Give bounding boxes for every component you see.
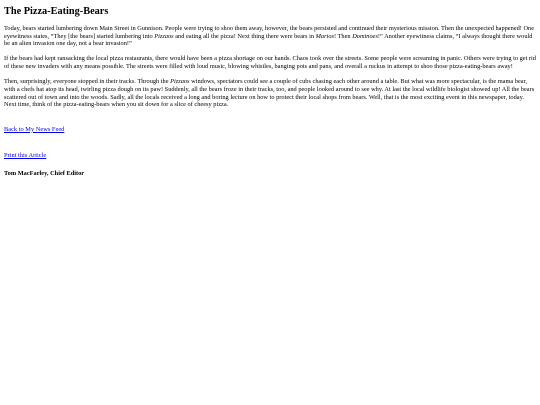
italic-name: Pizzaos (154, 32, 174, 40)
italic-name: Dominoes (352, 32, 378, 40)
paragraph-text: and eating all the pizza! Next thing there were bears in (173, 32, 316, 40)
paragraph-text: Today, bears started lumbering down Main Street in Gunnison. People were trying to shoo them away, however, the bears persisted and continued their mysterious mission. Then the unexpected happened! One eyewitness states, “They [the bears] started lumbering into (4, 24, 535, 40)
italic-name: Marios (315, 32, 334, 40)
paragraph-text: windows, spectators could see a couple of cubs chasing each other around a table. But what was more spectacular, is the mama bear, with a chefs hat atop its head, twirling pizza dough on its paw! Suddenly, all the bears froze in their tracks, too, and people looked around to see why. At last the local wildlife biologist showed up! All the bears scattered out of town and into the woods. Sadly, all the locals received a long and boring lecture on how to protect their local shops from bears. Well, that is the most exciting event in this newspaper, today. Next time, think of the pizza-eating-bears when you sit down for a slice of cheesy pizza. (4, 78, 535, 109)
paragraph-text: !” Another eyewitness claims, “I always thought there would be an alien invasion one day, not a bear invasion!” (4, 32, 533, 48)
article-body (4, 25, 536, 109)
article-title: The Pizza-Eating-Bears (4, 6, 109, 17)
paragraph-text: If the bears had kept ransacking the local pizza restaurants, there would have been a pizza shortage on our hands. Chaos took over the streets. Some people were screaming in panic. Others were trying to get rid of these new invaders with any means possible. The streets were filled with loud music, blowing whistles, banging pots and pans, and overall a ruckus in attempt to shoo those pizza-eating-bears away! (4, 55, 536, 71)
back-link-row (4, 117, 536, 136)
print-link-row (4, 143, 536, 162)
print-article-link[interactable]: Print this Article (4, 152, 47, 160)
paragraph-text: Then, surprisingly, everyone stopped in their tracks. Through the (4, 78, 171, 86)
italic-name: Pizzaos (170, 78, 190, 86)
article-page (0, 0, 540, 177)
article-paragraph (4, 78, 536, 109)
back-to-news-feed-link[interactable]: Back to My News Feed (4, 125, 65, 133)
paragraph-text: ! Then (333, 32, 353, 40)
article-paragraph (4, 25, 536, 48)
author-byline: Tom MacFarley, Chief Editor (4, 169, 85, 177)
article-paragraph (4, 55, 536, 70)
